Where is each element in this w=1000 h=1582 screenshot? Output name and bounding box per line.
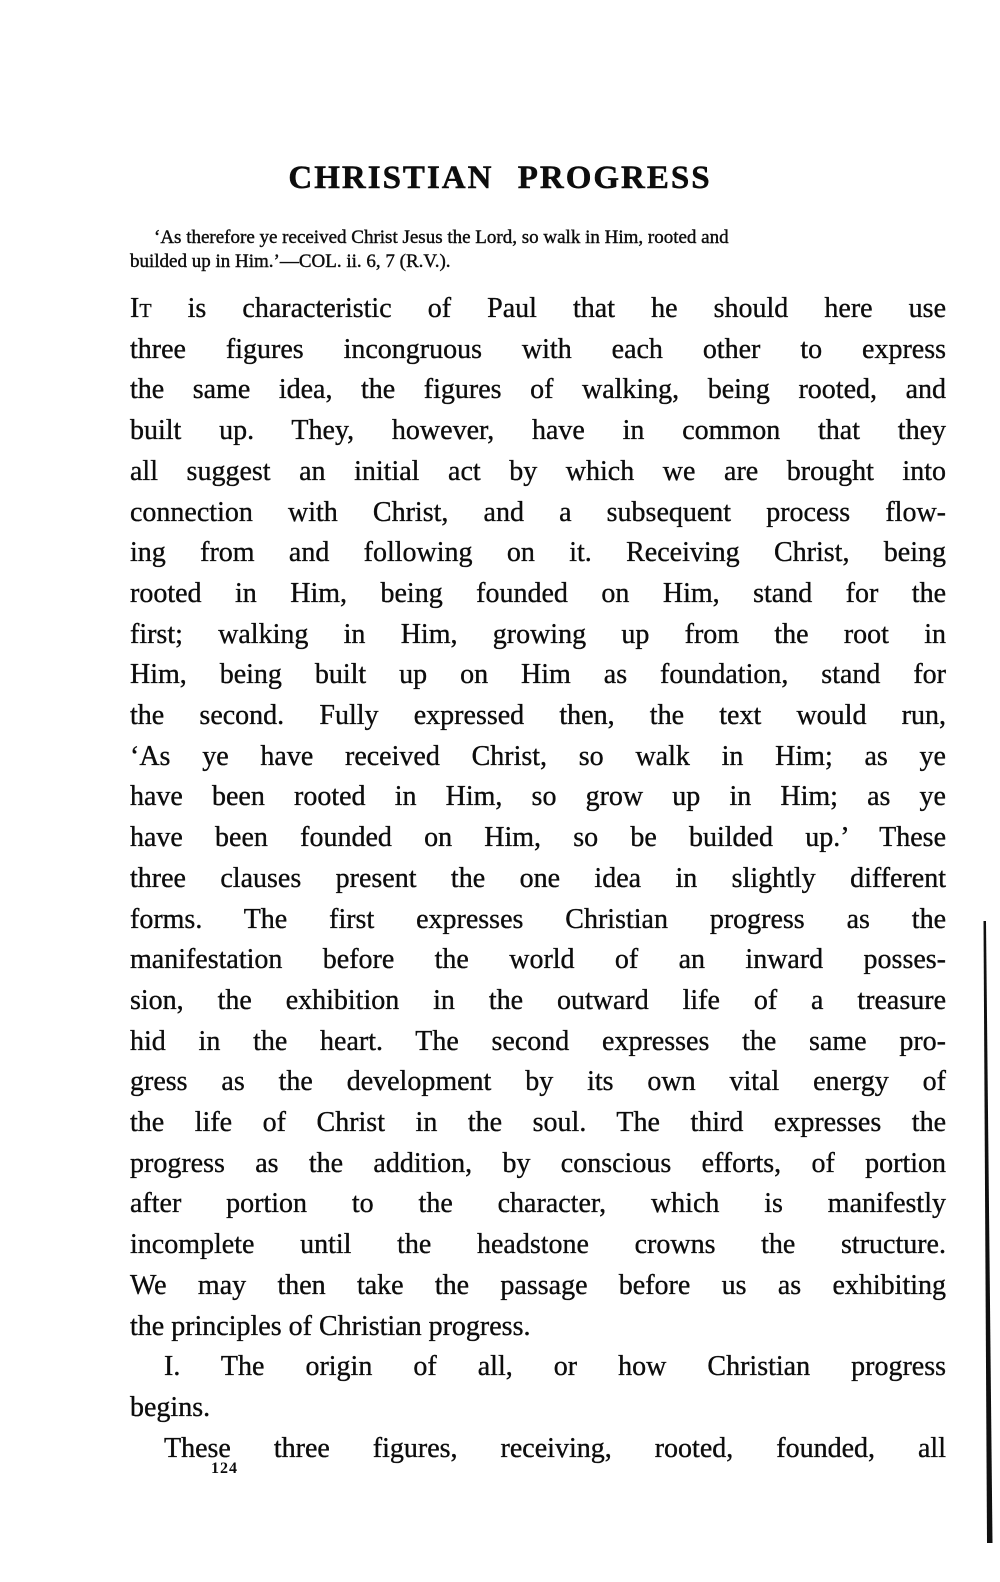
body-line: I. The origin of all, or how Christian progress	[164, 1351, 946, 1383]
body-line: built up. They, however, have in common that they	[130, 415, 946, 447]
body-line: It is characteristic of Paul that he should here use	[130, 293, 946, 324]
body-line: all suggest an initial act by which we are brought into	[130, 455, 946, 487]
page-title: CHRISTIAN PROGRESS	[288, 160, 712, 196]
body-line: three figures incongruous with each other to express	[130, 333, 946, 365]
body-line: have been rooted in Him, so grow up in Him; as ye	[130, 781, 946, 813]
body-line: sion, the exhibition in the outward life of a treasure	[130, 984, 946, 1016]
body-line: hid in the heart. The second expresses the same pro-	[130, 1025, 946, 1057]
body-line: progress as the addition, by conscious efforts, of portion	[130, 1147, 946, 1179]
body-line: forms. The first expresses Christian progress as the	[130, 903, 946, 935]
body-line: manifestation before the world of an inward posses-	[130, 944, 946, 976]
body-line: the life of Christ in the soul. The third expresses the	[130, 1107, 946, 1139]
body-line: incomplete until the headstone crowns the structure.	[130, 1229, 946, 1261]
body-line: Him, being built up on Him as foundation, stand for	[130, 659, 946, 691]
body-line: after portion to the character, which is manifestly	[130, 1188, 946, 1220]
epigraph	[130, 226, 948, 274]
body-line: rooted in Him, being founded on Him, stand for the	[130, 577, 946, 609]
body-line: three clauses present the one idea in slightly different	[130, 862, 946, 894]
epigraph-line: builded up in Him.’—COL. ii. 6, 7 (R.V.).	[130, 251, 451, 272]
body-line: These three figures, receiving, rooted, founded, all	[164, 1432, 946, 1464]
epigraph-line: ‘As therefore ye received Christ Jesus the Lord, so walk in Him, rooted and	[154, 227, 729, 248]
body-line: ‘As ye have received Christ, so walk in Him; as ye	[130, 740, 946, 772]
body-line: have been founded on Him, so be builded up.’ These	[130, 822, 946, 854]
body-line: begins.	[130, 1391, 211, 1423]
page-number: 124	[211, 1460, 238, 1477]
body-line: first; walking in Him, growing up from the root in	[130, 618, 946, 650]
body-line: the same idea, the figures of walking, being rooted, and	[130, 374, 946, 406]
body-line: gress as the development by its own vital energy of	[130, 1066, 946, 1098]
body-line: the second. Fully expressed then, the text would run,	[130, 700, 946, 732]
body-text	[130, 289, 946, 1469]
body-line: ing from and following on it. Receiving Christ, being	[130, 537, 946, 569]
body-line: the principles of Christian progress.	[130, 1310, 531, 1342]
small-caps-lead-word: It	[130, 293, 152, 324]
body-line: connection with Christ, and a subsequent process flow-	[130, 496, 946, 528]
body-line: We may then take the passage before us as exhibiting	[130, 1269, 946, 1301]
